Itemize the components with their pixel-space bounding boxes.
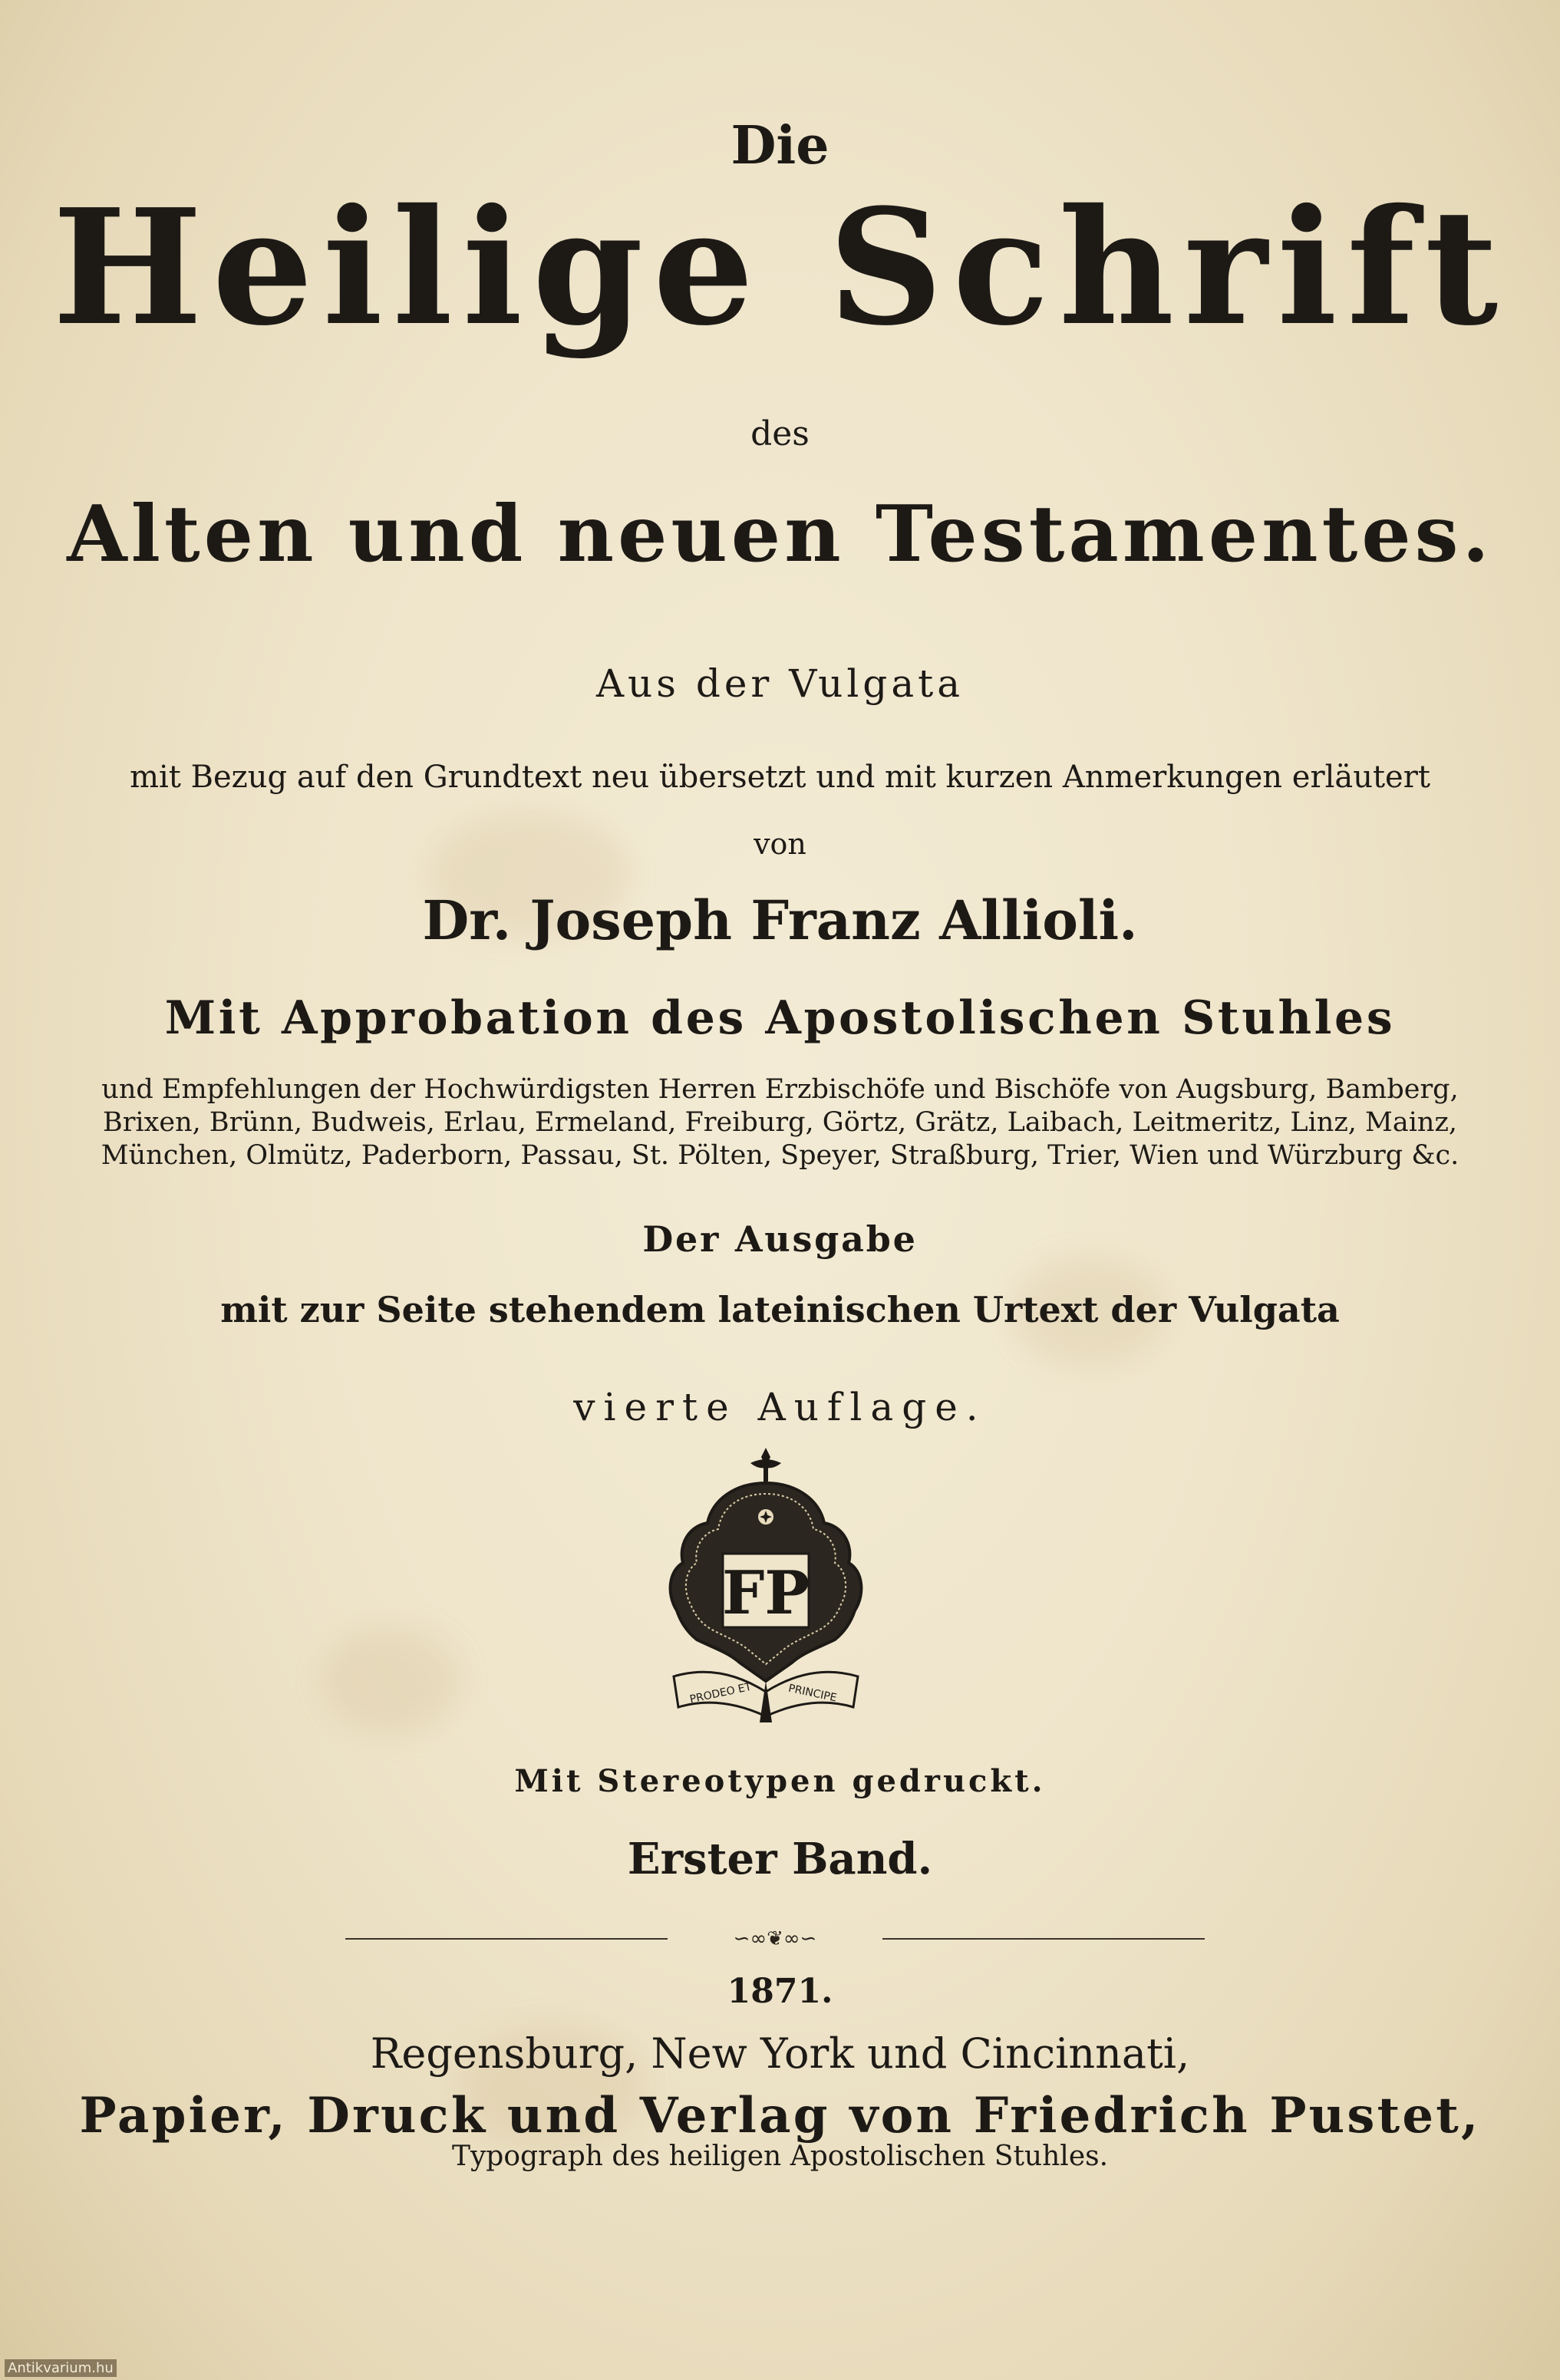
emblem-finial xyxy=(750,1448,781,1482)
ornamental-rule xyxy=(345,1927,1205,1950)
printing-note: Mit Stereotypen gedruckt. xyxy=(514,1763,1046,1799)
site-watermark: Antikvarium.hu xyxy=(5,2359,117,2377)
title-testament: Alten und neuen Testamentes. xyxy=(67,488,1493,579)
author-name: Dr. Joseph Franz Allioli. xyxy=(422,888,1138,952)
approbation-line: Mit Approbation des Apostolischen Stuhles xyxy=(164,991,1396,1045)
paper-stain xyxy=(322,1627,460,1734)
edition-description: mit zur Seite stehendem lateinischen Urtext der Vulgata xyxy=(220,1289,1340,1330)
title-heilige-schrift: Heilige Schrift xyxy=(52,174,1508,361)
subtitle-vulgata: Aus der Vulgata xyxy=(595,661,965,706)
edition-heading: Der Ausgabe xyxy=(642,1218,918,1260)
rule-right xyxy=(882,1938,1205,1940)
empfehlungen-line: Brixen, Brünn, Budweis, Erlau, Ermeland, Freiburg, Görtz, Grätz, Laibach, Leitmeritz, Linz, Mainz, xyxy=(102,1107,1458,1138)
publisher-emblem xyxy=(658,1446,873,1730)
publication-cities: Regensburg, New York und Cincinnati, xyxy=(370,2029,1190,2078)
edition-number: vierte Auflage. xyxy=(573,1385,987,1429)
empfehlungen-line: und Empfehlungen der Hochwürdigsten Herren Erzbischöfe und Bischöfe von Augsburg, Bamberg, xyxy=(101,1074,1459,1105)
rule-left xyxy=(345,1938,668,1940)
rule-ornament: ∽∞❦∞∽ xyxy=(733,1927,817,1950)
publisher-line: Papier, Druck und Verlag von Friedrich Pustet, xyxy=(79,2087,1481,2144)
emblem-monogram: FP xyxy=(721,1558,810,1628)
title-des: des xyxy=(750,414,810,453)
emblem-motto-left: PRODEO ET xyxy=(688,1680,753,1706)
emblem-motto-right: PRINCIPE xyxy=(787,1682,838,1705)
title-die: Die xyxy=(731,115,829,176)
empfehlungen-line: München, Olmütz, Paderborn, Passau, St. Pölten, Speyer, Straßburg, Trier, Wien und Würzburg &c. xyxy=(101,1140,1459,1171)
typographer-line: Typograph des heiligen Apostolischen Stuhles. xyxy=(451,2141,1109,2172)
volume-label: Erster Band. xyxy=(627,1834,933,1884)
byline-von: von xyxy=(754,827,806,861)
publication-year: 1871. xyxy=(727,1972,833,2011)
subtitle-bezug: mit Bezug auf den Grundtext neu übersetzt und mit kurzen Anmerkungen erläutert xyxy=(130,760,1430,795)
